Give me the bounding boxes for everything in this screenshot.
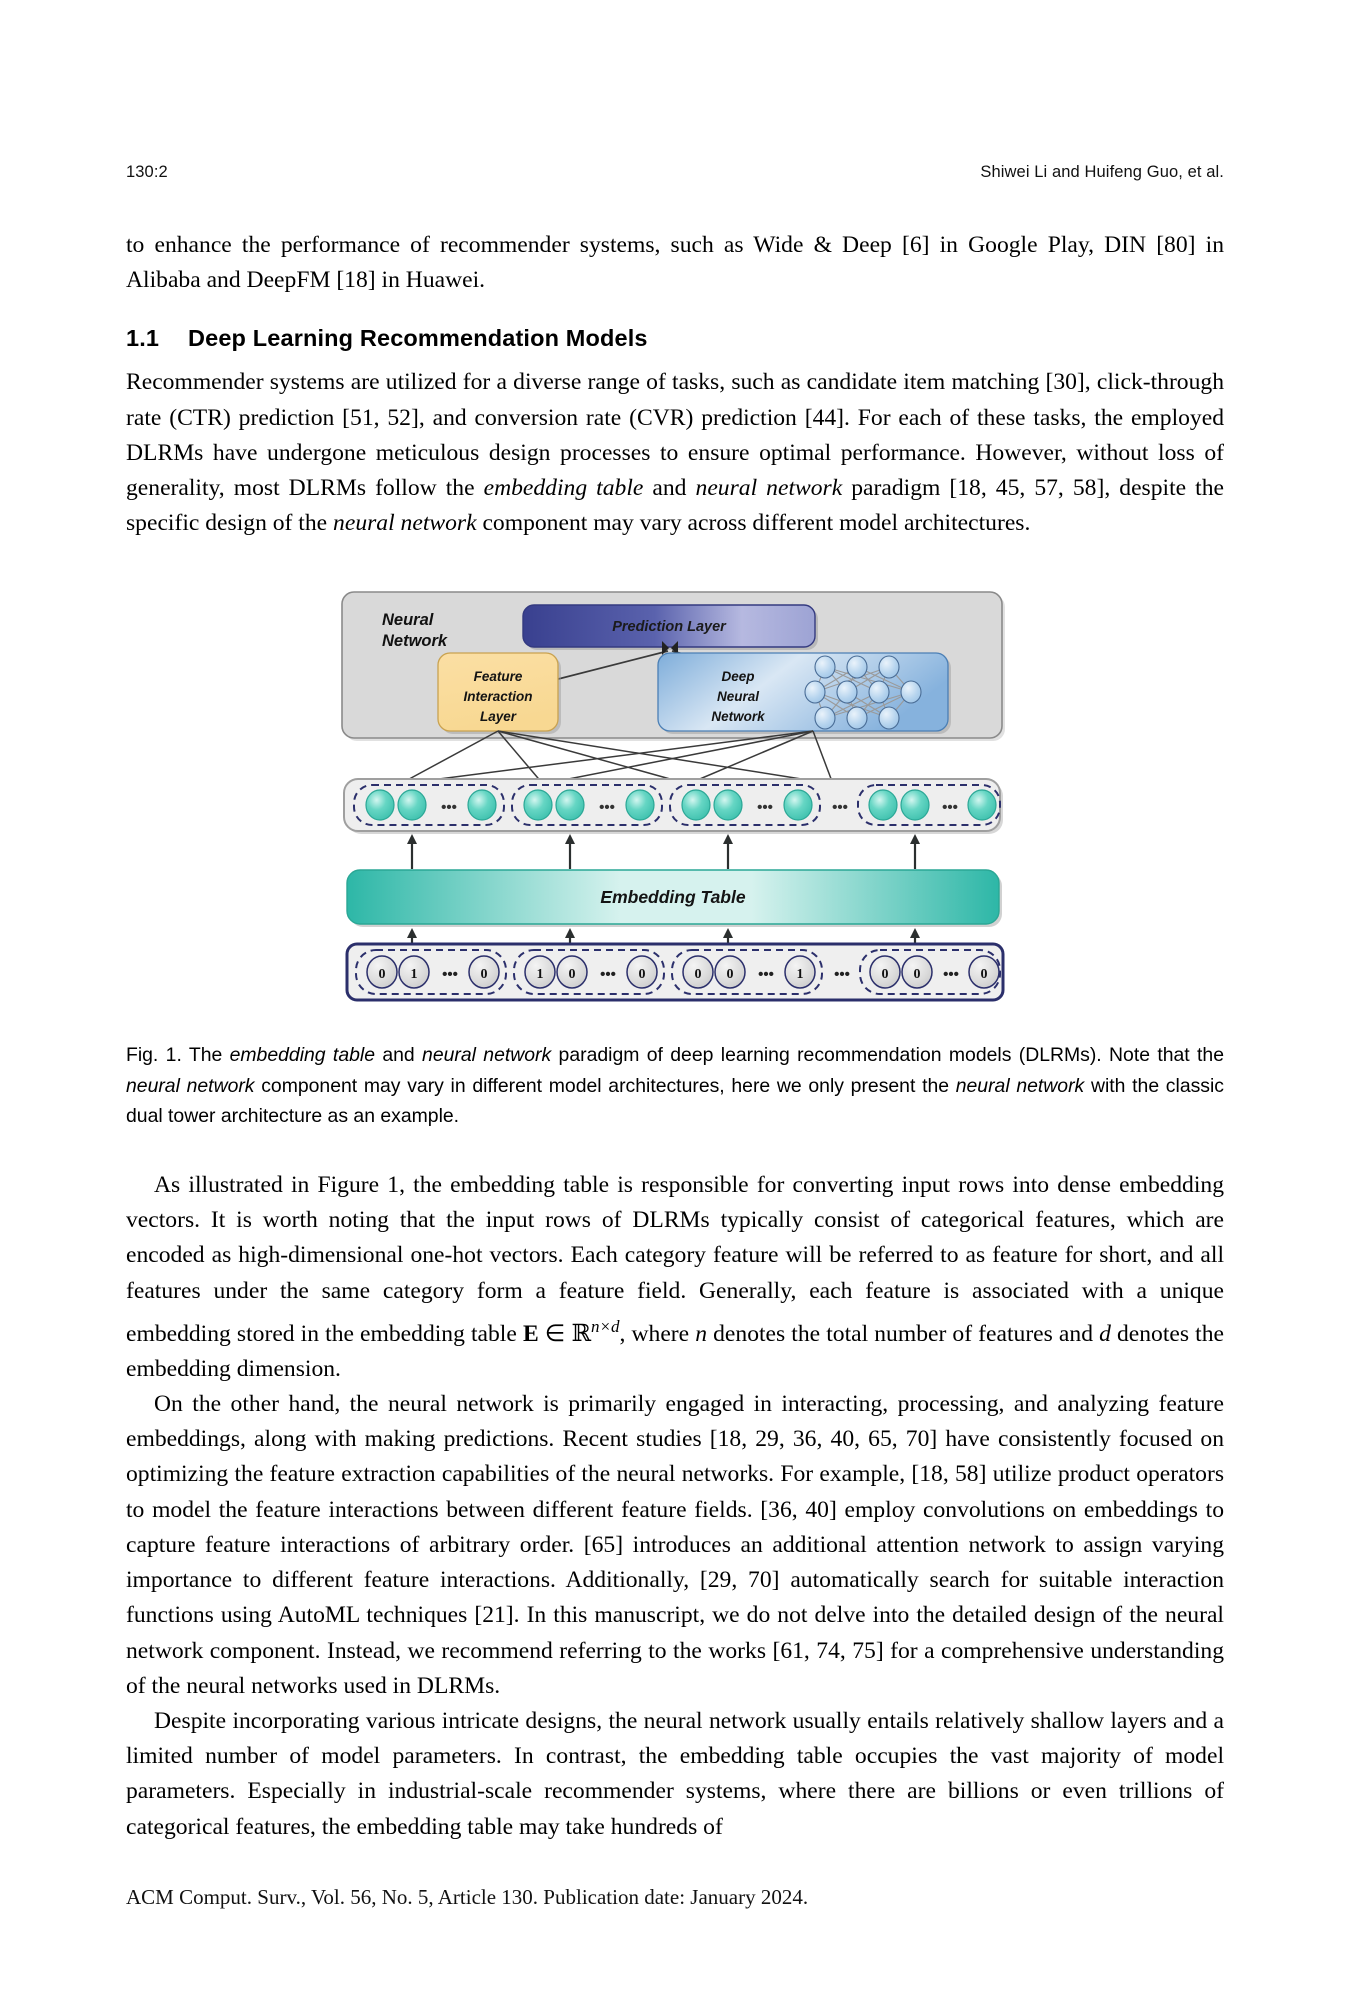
label-neural-network-line1: Neural	[382, 611, 434, 629]
caption-text-a: The	[181, 1044, 230, 1066]
para2-text-a: As illustrated in Figure 1, the embedding table is responsible for converting input rows into dense embedding vectors. It is worth noting that the input rows of DLRMs typically consist of categorical features, which are encoded as high-dimensional one-hot vectors. Each category feature will be referred to as feature for short, and all features under the same category form a feature field. Generally, each feature is associated with a unique embedding stored in the embedding table	[126, 1172, 1224, 1347]
para-text-b: and	[643, 475, 696, 502]
running-head-authors: Shiwei Li and Huifeng Guo, et al.	[980, 163, 1224, 181]
label-prediction-layer: Prediction Layer	[612, 619, 726, 635]
para-text-a: Recommender systems are utilized for a diverse range of tasks, such as candidate item matching [30], click-through rate (CTR) prediction [51, 52], and conversion rate (CVR) prediction [44]. For each of these tasks, the employed DLRMs have undergone meticulous design processes to ensure optimal performance. However, without loss of generality, most DLRMs follow the	[126, 369, 1224, 502]
embedding-group-3-ellipsis: •••	[757, 799, 773, 816]
paragraph-dlrm-overview	[126, 365, 1224, 541]
onehot-cell: 1	[796, 967, 804, 982]
paragraph-parameters: Despite incorporating various intricate designs, the neural network usually entails relatively shallow layers and a limited number of model parameters. In contrast, the embedding table occupies the vast majority of model parameters. Especially in industrial-scale recommender systems, where there are billions or even trillions of categorical features, the embedding table may take hundreds of	[126, 1707, 1224, 1840]
caption-emph-4: neural network	[955, 1074, 1085, 1097]
onehot-cell: 0	[378, 967, 386, 982]
paragraph-embedding-table	[126, 1168, 1224, 1387]
embedding-row-gap-ellipsis: •••	[832, 799, 848, 816]
math-symbol-R: ℝ	[571, 1318, 592, 1347]
onehot-group-4-ellipsis: •••	[943, 966, 959, 983]
onehot-cell: 0	[881, 967, 889, 982]
onehot-cell: 0	[480, 967, 488, 982]
running-head	[126, 163, 1224, 182]
page-footer: ACM Comput. Surv., Vol. 56, No. 5, Article 130. Publication date: January 2024.	[126, 1885, 809, 1909]
caption-text-c: paradigm of deep learning recommendation models (DLRMs). Note that the	[551, 1044, 1224, 1066]
paragraph-neural-network: On the other hand, the neural network is primarily engaged in interacting, processing, and analyzing feature embeddings, along with making predictions. Recent studies [18, 29, 36, 40, 65, 70] have consistently focused on optimizing the feature extraction capabilities of the neural networks. For example, [18, 58] utilize product operators to model the feature interactions between different feature fields. [36, 40] employ convolutions on embeddings to capture feature interactions of arbitrary order. [65] introduces an additional attention network to assign varying importance to different feature interactions. Additionally, [29, 70] automatically search for suitable interaction functions using AutoML techniques [21]. In this manuscript, we do not delve into the detailed design of the neural network component. Instead, we recommend referring to the works [61, 74, 75] for a comprehensive understanding of the neural networks used in DLRMs.	[126, 1391, 1224, 1699]
para-text-c: paradigm [18, 45, 57, 58], despite the specific design of the	[126, 475, 1224, 537]
embedding-group-4-ellipsis: •••	[942, 799, 958, 816]
onehot-cell: 0	[638, 967, 646, 982]
prediction-layer-box	[523, 605, 818, 650]
onehot-to-table-arrowheads	[407, 928, 920, 938]
math-in: ∈	[538, 1320, 572, 1347]
feature-interaction-box	[438, 653, 561, 734]
label-feature-interaction-line2: Interaction	[463, 689, 533, 704]
onehot-cell: 0	[568, 967, 576, 982]
caption-text-e: with the classic dual tower architecture as an example.	[126, 1074, 1224, 1128]
math-symbol-E: E	[522, 1320, 539, 1347]
figure-1	[338, 588, 1010, 1020]
para2-text-b: , where	[619, 1320, 696, 1347]
math-var-n: n	[695, 1320, 708, 1347]
math-var-d: d	[1099, 1320, 1111, 1347]
para-text-d: component may vary across different model architectures.	[476, 510, 1031, 537]
onehot-input-row	[347, 944, 1003, 1000]
label-feature-interaction-line1: Feature	[473, 669, 523, 684]
page-folio: 130:2	[126, 163, 168, 181]
onehot-cell: 0	[726, 967, 734, 982]
emph-neural-network-2: neural network	[333, 510, 477, 537]
embedding-vector-row	[344, 779, 1003, 834]
body-column-top	[126, 228, 1224, 541]
table-to-embedding-arrowheads	[407, 834, 920, 844]
label-neural-network-line2: Network	[382, 632, 448, 650]
label-deep-nn-line1: Deep	[721, 669, 755, 684]
onehot-cell: 1	[410, 967, 418, 982]
section-heading	[126, 325, 1224, 352]
caption-emph-2: neural network	[422, 1044, 552, 1066]
caption-text-b: and	[374, 1044, 423, 1066]
onehot-cell: 1	[536, 967, 544, 982]
onehot-to-table-arrows	[412, 932, 915, 944]
figure-caption	[126, 1040, 1224, 1132]
embedding-group-2-ellipsis: •••	[599, 799, 615, 816]
math-superscript-nd: n×d	[591, 1316, 620, 1336]
section-title: Deep Learning Recommendation Models	[188, 325, 648, 352]
caption-text-d: component may vary in different model architectures, here we only present the	[254, 1074, 956, 1097]
table-to-embedding-arrows	[412, 838, 915, 869]
onehot-cell: 0	[694, 967, 702, 982]
onehot-group-3-ellipsis: •••	[758, 966, 774, 983]
onehot-row-gap-ellipsis: •••	[834, 966, 850, 983]
intro-paragraph: to enhance the performance of recommender systems, such as Wide & Deep [6] in Google Play, DIN [80] in Alibaba and DeepFM [18] in Huawei.	[126, 232, 1224, 294]
label-deep-nn-line2: Neural	[716, 689, 760, 704]
emph-neural-network-1: neural network	[695, 475, 843, 502]
body-column-bottom	[126, 1168, 1224, 1845]
embedding-group-1-ellipsis: •••	[441, 799, 457, 816]
embedding-table-box	[347, 870, 1002, 927]
onehot-group-2-ellipsis: •••	[600, 966, 616, 983]
label-deep-nn-line3: Network	[711, 709, 765, 724]
onehot-group-1-ellipsis: •••	[442, 966, 458, 983]
emph-embedding-table: embedding table	[483, 475, 644, 502]
para2-text-c: denotes the total number of features and	[707, 1320, 1100, 1347]
figure-1-diagram	[338, 588, 1010, 1020]
section-number: 1.1	[126, 325, 160, 352]
label-feature-interaction-line3: Layer	[479, 709, 517, 724]
caption-emph-1: embedding table	[229, 1044, 375, 1066]
caption-label: Fig. 1.	[126, 1044, 182, 1066]
label-embedding-table: Embedding Table	[600, 887, 746, 907]
onehot-cell: 0	[980, 967, 988, 982]
caption-emph-3: neural network	[126, 1074, 255, 1097]
para2-text-d: denotes the embedding dimension.	[126, 1320, 1224, 1382]
onehot-cell: 0	[913, 967, 921, 982]
